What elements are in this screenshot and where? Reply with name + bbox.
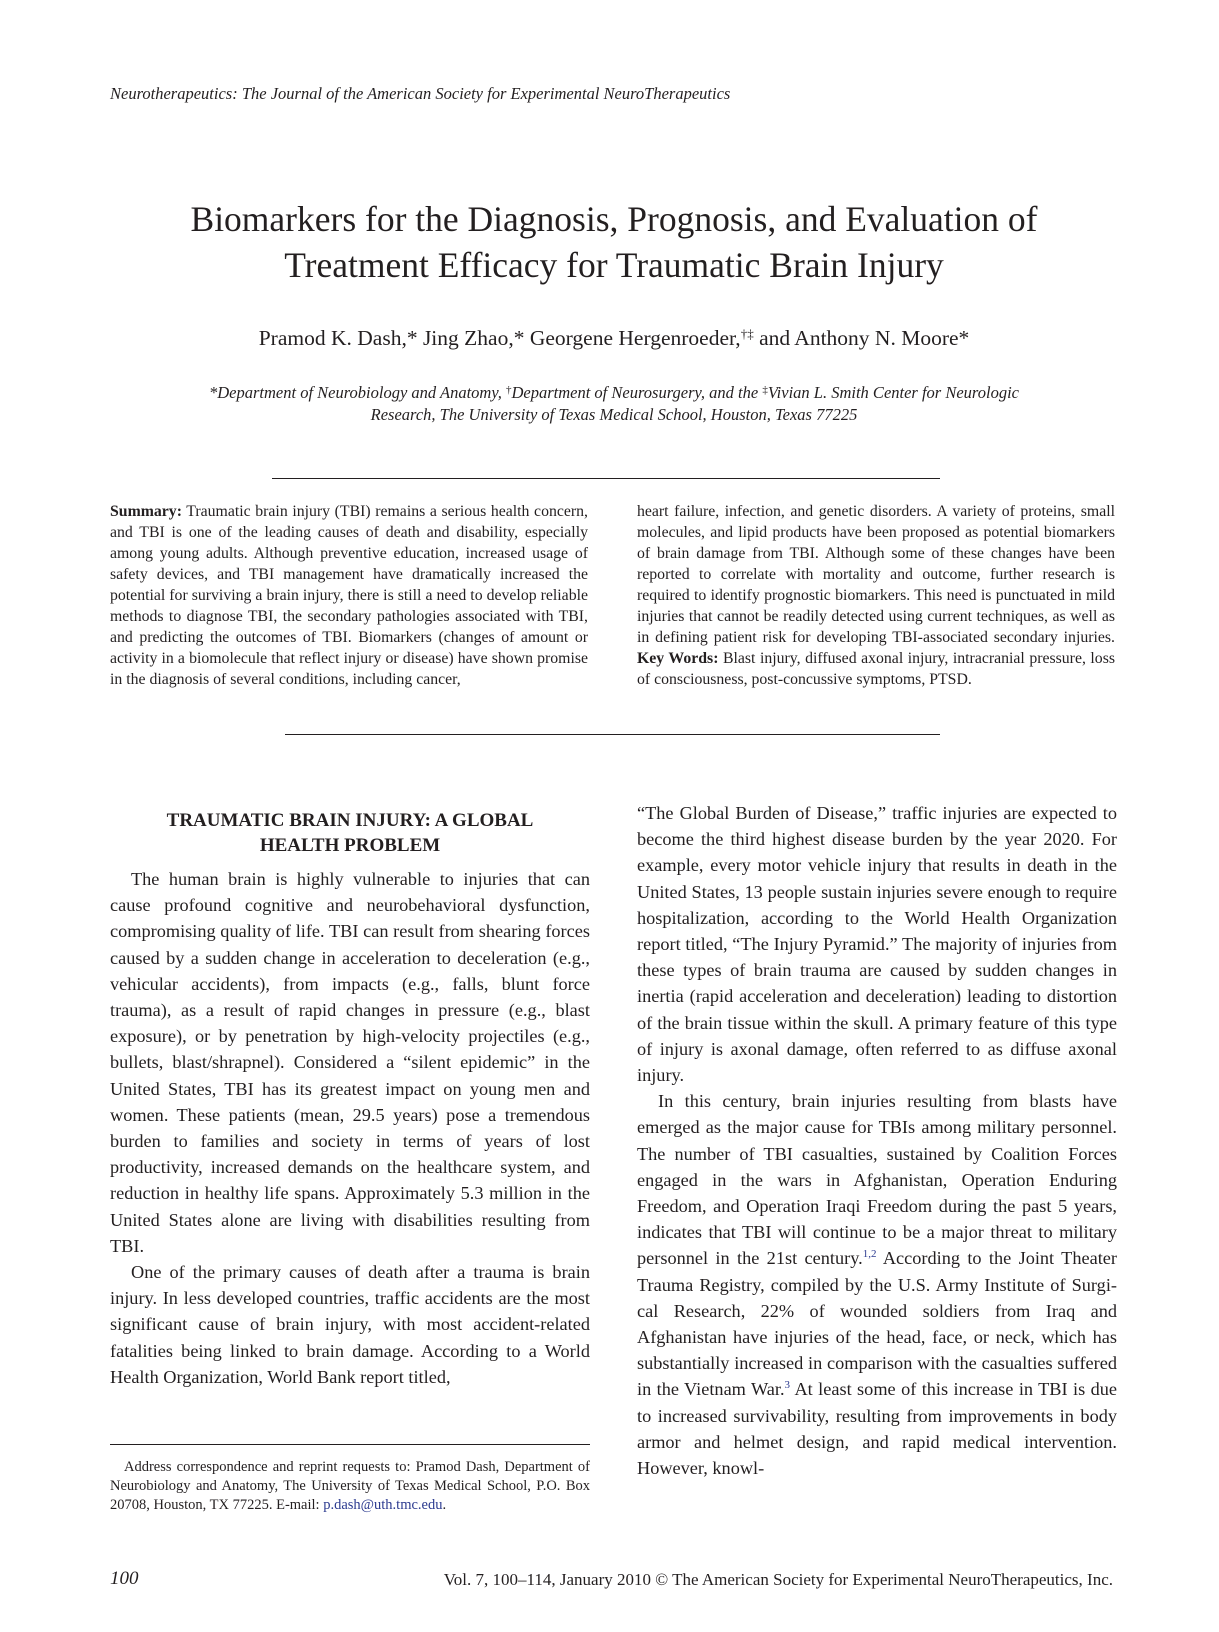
authors-part-1: Pramod K. Dash,* Jing Zhao,* Georgene Hergenroeder, [258, 326, 741, 350]
affiliations [110, 382, 1118, 426]
citation-ref[interactable]: 1,2 [862, 1248, 877, 1261]
section-heading [110, 808, 590, 858]
abstract-bottom-rule [285, 734, 940, 735]
abstract-top-rule [272, 478, 940, 479]
affil-ddagger: ‡ [762, 384, 768, 396]
affil-part-1: *Department of Neurobiology and Anatomy, [209, 383, 506, 402]
authors-part-2: and Anthony N. Moore* [753, 326, 970, 350]
email-link[interactable]: p.dash@uth.tmc.edu [323, 1497, 443, 1513]
abstract-right-text: heart failure, infection, and genetic disorders. A variety of proteins, small molecules, and lipid products have been proposed as potential biomarkers of brain damage from TBI. Although some of these changes have been reported to correlate with mortality and outcome, further research is required to identify prognostic biomarkers. This need is punctuated in mild injuries that cannot be readily detected using current techniques, as well as in defining patient risk for developing TBI-associated secondary injuries. [637, 503, 1115, 646]
footer-citation: Vol. 7, 100–114, January 2010 © The American Society for Experimental NeuroTherapeutics, Inc. [443, 1570, 1113, 1589]
paragraph-text: According to the Joint Theater Trauma Registry, compiled by the U.S. Army Institute of Surgical Research, 22% of wounded soldiers from Iraq and Afghanistan have injuries of the head, face, or neck, which has substantially increased in comparison with the casualties suffered in the Vietnam War. [637, 1248, 1117, 1400]
footnote-text: Address correspondence and reprint requests to: Pramod Dash, Department of Neurobiology and Anatomy, The University of Texas Medical School, P.O. Box 20708, Houston, TX 77225. E-mail: [110, 1459, 590, 1513]
abstract-right-column [637, 501, 1115, 690]
affil-line-2: Research, The University of Texas Medical School, Houston, Texas 77225 [370, 405, 858, 424]
affil-part-2: Department of Neurosurgery, and the [511, 383, 763, 402]
author-affil-marks: †‡ [740, 326, 754, 341]
keywords-label: Key Words: [637, 650, 719, 667]
paragraph-text: In this century, brain injuries resulting from blasts have emerged as the major cause for TBIs among military personnel. The number of TBI casualties, sustained by Coalition Forces engaged in the wars in Afghanistan, Operation Enduring Freedom, and Operation Iraqi Freedom during the past 5 years, indicates that TBI will continue to be a major threat to military personnel in the 21st century. [637, 1091, 1117, 1269]
paragraph-text: At least some of this increase in TBI is due to increased survivability, resulting from improvements in body armor and helmet design, and rapid medical intervention. However, knowl- [637, 1379, 1117, 1479]
affil-dagger: † [505, 384, 512, 396]
footnote-rule [110, 1444, 590, 1445]
article-title [110, 196, 1118, 288]
abstract-left-column [110, 501, 588, 690]
body-paragraph: “The Global Burden of Disease,” traffic injuries are expected to become the third highest disease burden by the year 2020. For example, every motor vehicle injury that results in death in the United States, 13 people sustain injuries severe enough to require hospitalization, according to the World Health Organization report titled, “The Injury Pyramid.” The majority of injuries from these types of brain trauma are caused by sudden changes in inertia (rapid acceleration and deceleration) leading to distortion of the brain tissue within the skull. A primary feature of this type of injury is axonal damage, often referred to as diffuse axonal injury. [637, 803, 1117, 1086]
title-line-1: Biomarkers for the Diagnosis, Prognosis, and Evaluation of [190, 199, 1038, 239]
body-left-column [110, 866, 590, 1390]
correspondence-footnote [110, 1458, 590, 1515]
body-paragraph: The human brain is highly vulnerable to injuries that can cause profound cognitive and neurobehavioral dysfunction, compromising quality of life. TBI can result from shearing forces caused by a sudden change in acceleration to deceleration (e.g., vehicular accidents), from impacts (e.g., falls, blunt force trauma), as a result of rapid changes in pressure (e.g., blast exposure), or by penetration by high-velocity projectiles (e.g., bullets, blast/shrapnel). Considered a “silent epidemic” in the United States, TBI has its greatest impact on young men and women. These patients (mean, 29.5 years) pose a tremendous burden to families and society in terms of years of lost productivity, increased demands on the healthcare system, and reduction in healthy life spans. Approximately 5.3 million in the United States alone are living with disabilities resulting from TBI. [110, 869, 590, 1256]
journal-header: Neurotherapeutics: The Journal of the American Society for Experimental NeuroTherapeutics [110, 84, 731, 103]
keywords-text: Blast injury, diffused axonal injury, intracranial pressure, loss of consciousness, post-concussive symptoms, PTSD. [637, 650, 1115, 688]
title-line-2: Treatment Efficacy for Traumatic Brain Injury [284, 245, 944, 285]
summary-label: Summary: [110, 503, 182, 520]
heading-line-1: TRAUMATIC BRAIN INJURY: A GLOBAL [166, 810, 534, 831]
citation-ref[interactable]: 3 [784, 1379, 791, 1392]
abstract-left-text: Traumatic brain injury (TBI) remains a serious health concern, and TBI is one of the leading causes of death and disability, especially among young adults. Although preventive education, increased usage of safety devices, and TBI management have dramatically increased the potential for surviving a brain injury, there is still a need to develop reliable methods to diagnose TBI, the secondary pathologies associated with TBI, and predicting the outcomes of TBI. Biomarkers (changes of amount or activity in a biomolecule that reflect injury or disease) have shown promise in the diagnosis of several conditions, including cancer, [110, 503, 588, 688]
body-right-column [637, 800, 1117, 1481]
affil-part-3: Vivian L. Smith Center for Neurologic [767, 383, 1019, 402]
body-paragraph [637, 1088, 1117, 1481]
footnote-end: . [442, 1497, 447, 1513]
author-list [110, 326, 1118, 351]
page-number: 100 [110, 1568, 139, 1589]
body-paragraph: One of the primary causes of death after a trauma is brain injury. In less developed countries, traffic accidents are the most significant cause of brain injury, with most accident-related fatalities being linked to brain damage. According to a World Health Organization, World Bank report titled, [110, 1262, 590, 1387]
heading-line-2: HEALTH PROBLEM [259, 835, 441, 856]
